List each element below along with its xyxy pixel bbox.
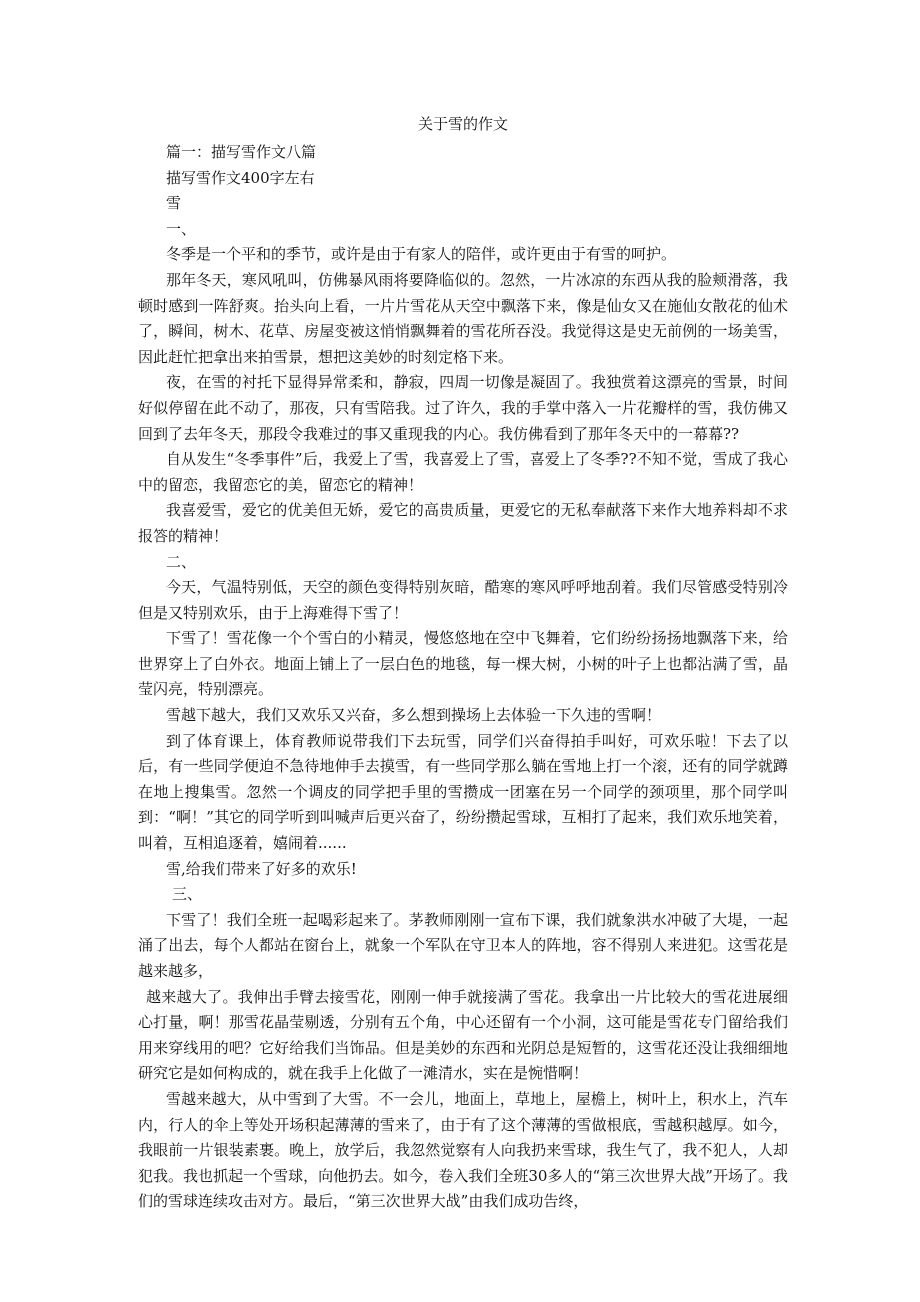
paragraph: 我喜爱雪，爱它的优美但无娇，爱它的高贵质量，更爱它的无私奉献落下来作大地养料却不求报答的精神！ (138, 501, 788, 545)
heading-snow: 雪 (166, 194, 182, 213)
paragraph: 冬季是一个平和的季节，或许是由于有家人的陪伴，或许更由于有雪的呵护。 (166, 245, 677, 264)
document-title: 关于雪的作文 (417, 115, 508, 133)
section-two-label: 二、 (166, 552, 197, 571)
paragraph: 今天，气温特别低，天空的颜色变得特别灰暗，酷寒的寒风呼呼地刮着。我们尽管感受特别冷但是又特别欢乐，由于上海难得下雪了！ (138, 578, 788, 622)
paragraph: 下雪了！我们全班一起喝彩起来了。茅教师刚刚一宣布下课，我们就象洪水冲破了大堤，一起涌了出去，每个人都站在窗台上，就象一个军队在守卫本人的阵地，容不得别人来进犯。这雪花是越来越多， (138, 910, 788, 980)
paragraph: 雪越来越大，从中雪到了大雪。不一会儿，地面上，草地上，屋檐上，树叶上，积水上，汽车内，行人的伞上等处开场积起薄薄的雪来了，由于有了这个薄薄的雪做根底，雪越积越厚。如今，我眼前一片银装素裹。晚上，放学后，我忽然觉察有人向我扔来雪球，我生气了，我不犯人，人却犯我。我也抓起一个雪球，向他扔去。如今，卷入我们全班30多人的“第三次世界大战”开场了。我们的雪球连续攻击对方。最后，“第三次世界大战”由我们成功告终， (138, 1089, 788, 1211)
paragraph: 雪越下越大，我们又欢乐又兴奋，多么想到操场上去体验一下久违的雪啊！ (166, 706, 662, 725)
paragraph: 雪,给我们带来了好多的欢乐! (166, 859, 357, 878)
heading-subtitle: 描写雪作文400字左右 (166, 168, 315, 187)
paragraph: 那年冬天，寒风吼叫，仿佛暴风雨将要降临似的。忽然，一片冰凉的东西从我的脸颊滑落，我顿时感到一阵舒爽。抬头向上看，一片片雪花从天空中飘落下来，像是仙女又在施仙女散花的仙术了，瞬间，树木、花草、房屋变被这悄悄飘舞着的雪花所吞没。我觉得这是史无前例的一场美雪，因此赶忙把拿出来拍雪景，想把这美妙的时刻定格下来。 (138, 270, 788, 366)
paragraph: 越来越大了。我伸出手臂去接雪花，刚刚一伸手就接满了雪花。我拿出一片比较大的雪花进展细心打量，啊！那雪花晶莹剔透，分别有五个角，中心还留有一个小洞，这可能是雪花专门留给我们用来穿线用的吧？它好给我们当饰品。但是美妙的东西和光阴总是短暂的，这雪花还没让我细细地研究它是如何构成的，就在我手上化做了一滩清水，实在是惋惜啊！ (138, 987, 788, 1083)
paragraph: 夜，在雪的衬托下显得异常柔和，静寂，四周一切像是凝固了。我独赏着这漂亮的雪景，时间好似停留在此不动了，那夜，只有雪陪我。过了许久，我的手掌中落入一片花瓣样的雪，我仿佛又回到了去年冬天，那段令我难过的事又重现我的内心。我仿佛看到了那年冬天中的一幕幕?? (138, 373, 788, 443)
section-one-label: 一、 (166, 219, 197, 238)
paragraph: 自从发生“冬季事件”后，我爱上了雪，我喜爱上了雪，喜爱上了冬季??不知不觉，雪成了我心中的留恋，我留恋它的美，留恋它的精神！ (138, 450, 788, 494)
heading-article-one: 篇一：描写雪作文八篇 (166, 143, 317, 161)
section-three-label: 三、 (172, 885, 203, 904)
paragraph: 下雪了！雪花像一个个雪白的小精灵，慢悠悠地在空中飞舞着，它们纷纷扬扬地飘落下来，给世界穿上了白外衣。地面上铺上了一层白色的地毯，每一棵大树，小树的叶子上也都沾满了雪，晶莹闪亮，特别漂亮。 (138, 629, 788, 699)
paragraph: 到了体育课上，体育教师说带我们下去玩雪，同学们兴奋得拍手叫好，可欢乐啦！下去了以后，有一些同学便迫不急待地伸手去摸雪，有一些同学那么躺在雪地上打一个滚，还有的同学就蹲在地上搜集雪。忽然一个调皮的同学把手里的雪攒成一团塞在另一个同学的颈项里，那个同学叫到：“啊！”其它的同学听到叫喊声后更兴奋了，纷纷攒起雪球，互相打了起来，我们欢乐地笑着，叫着，互相追逐着，嬉闹着...... (138, 731, 788, 853)
document-page (138, 110, 788, 1215)
